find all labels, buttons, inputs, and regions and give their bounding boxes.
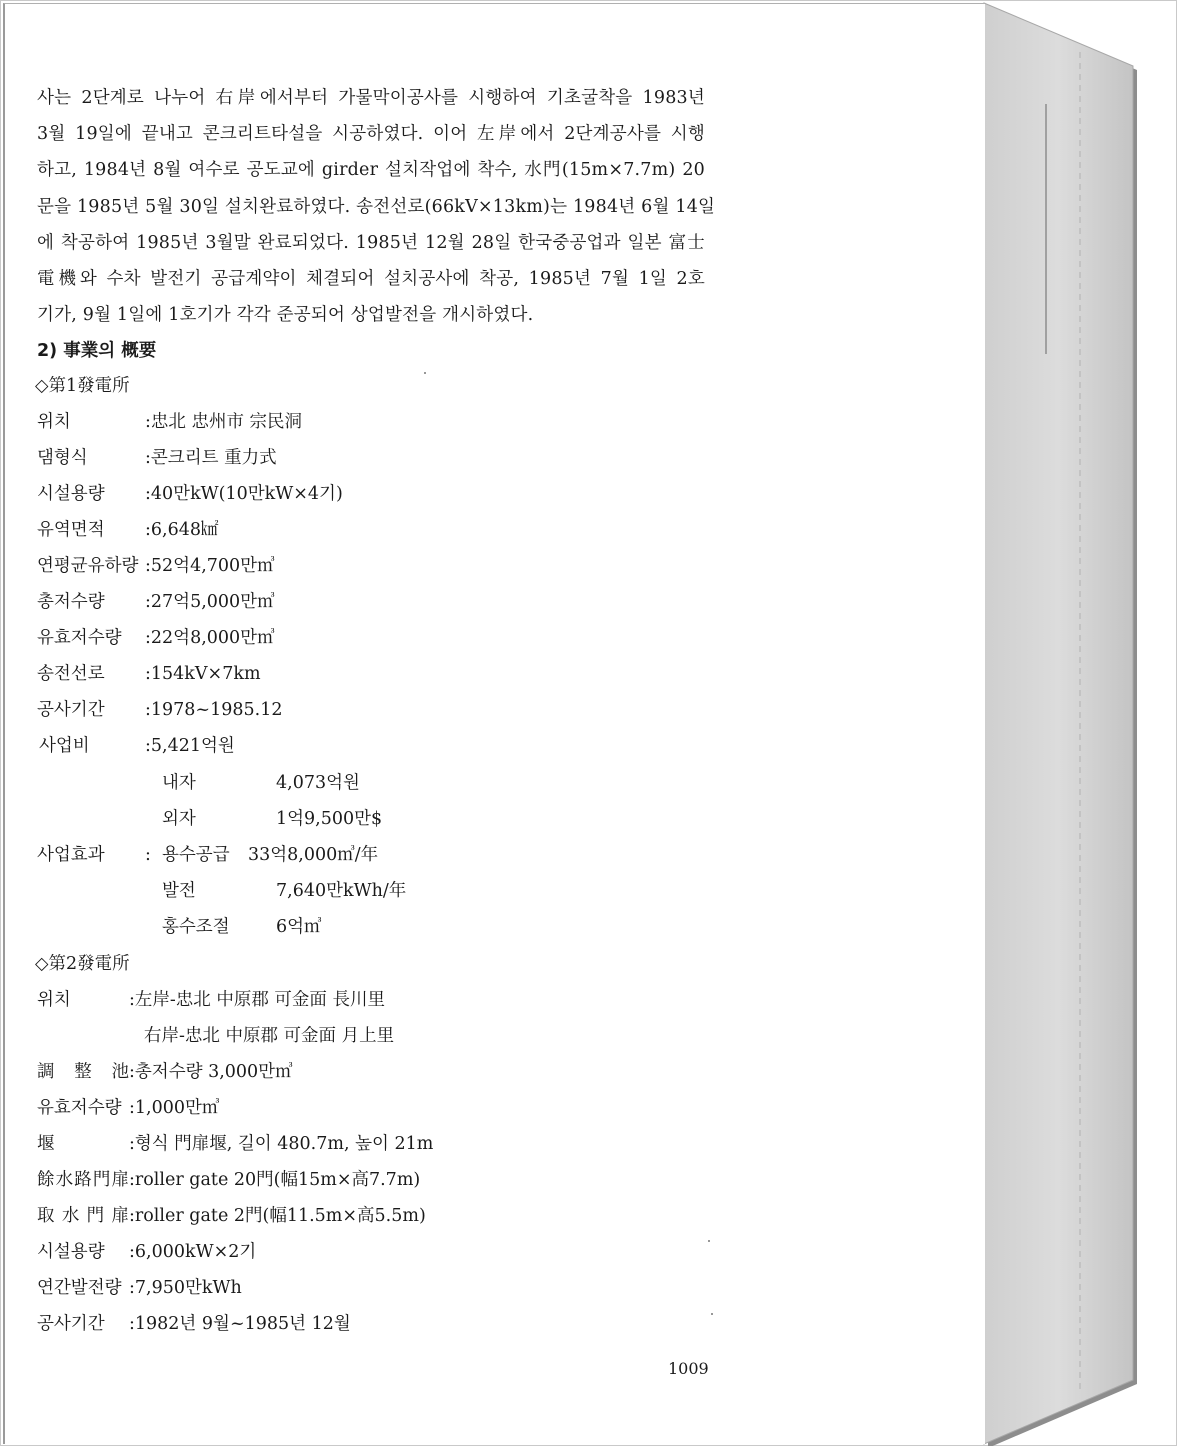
- row-value: :roller gate 20門(幅15m×高7.7m): [129, 1170, 421, 1190]
- row-value: :27억5,000만㎥: [145, 592, 275, 612]
- plant2-row: [37, 1201, 426, 1231]
- row-label: 총저수량: [37, 592, 105, 612]
- row-label: 위치: [37, 412, 71, 432]
- row-value: :6,000kW×2기: [129, 1242, 257, 1262]
- plant1-row: [37, 587, 275, 617]
- row-value: :총저수량 3,000만㎥: [129, 1062, 293, 1082]
- row-label: 연평균유하량: [37, 556, 139, 576]
- body-paragraph: [37, 80, 716, 333]
- row-value: :154kV×7km: [145, 664, 261, 684]
- cost-sub-row: [162, 768, 360, 798]
- row-value: :忠北 忠州市 宗民洞: [145, 412, 303, 432]
- plant1-row: [37, 407, 302, 437]
- row-value: :5,421억원: [145, 736, 235, 756]
- row-value: :22억8,000만㎥: [145, 628, 275, 648]
- row-value: :40만kW(10만kW×4기): [145, 484, 343, 504]
- row-label: 공사기간: [37, 1314, 105, 1334]
- row-label: 댐형식: [37, 448, 88, 468]
- sub-value: 7,640만kWh/年: [276, 881, 407, 901]
- plant2-row: [37, 1165, 420, 1195]
- scan-speck: [711, 1313, 713, 1315]
- plant1-row: [37, 695, 282, 725]
- row-value: :6,648㎢: [145, 520, 219, 540]
- sub-value: 4,073억원: [276, 773, 360, 793]
- row-label: 사업효과: [37, 845, 105, 865]
- paragraph-line: 3월 19일에 끝내고 콘크리트타설을 시공하였다. 이어 左岸에서 2단계공사를 시행: [37, 124, 705, 145]
- effect-sub-row: [162, 912, 322, 942]
- paragraph-line: 電機와 수차 발전기 공급계약이 체결되어 설치공사에 착공, 1985년 7월 1일 2호: [37, 268, 705, 289]
- plant2-row: [37, 985, 385, 1015]
- plant1-row: [37, 515, 219, 545]
- row-value: :1978~1985.12: [145, 700, 283, 720]
- row-value: :1982년 9월~1985년 12월: [129, 1314, 351, 1334]
- plant2-row: [37, 1309, 351, 1339]
- paragraph-line: 하고, 1984년 8월 여수로 공도교에 girder 설치작업에 착수, 水門(15m×7.7m) 20: [37, 160, 705, 181]
- effect-sub-row: [162, 840, 378, 870]
- plant2-location-line: 右岸-忠北 中原郡 可金面 月上里: [144, 1026, 395, 1046]
- section-heading: 2) 事業의 概要: [37, 341, 157, 361]
- row-label: 유역면적: [37, 520, 105, 540]
- row-label: 調整池: [37, 1062, 129, 1082]
- plant1-row: [37, 731, 235, 761]
- sub-value: 6억㎥: [276, 917, 322, 937]
- cost-sub-row: [162, 804, 382, 834]
- row-label: 取水門扉: [37, 1206, 129, 1226]
- plant2-row: [37, 1057, 293, 1087]
- row-value: :형식 門扉堰, 길이 480.7m, 높이 21m: [129, 1134, 434, 1154]
- plant2-row: [37, 1273, 242, 1303]
- plant1-row: 사업효과 :: [37, 840, 151, 870]
- sub-value: 33억8,000㎥/年: [248, 845, 379, 865]
- row-label: 유효저수량: [37, 1098, 122, 1118]
- row-label: 시설용량: [37, 1242, 105, 1262]
- row-value: :roller gate 2門(幅11.5m×高5.5m): [129, 1206, 426, 1226]
- plant2-title: ◇第2發電所: [35, 954, 130, 974]
- plant2-row: [37, 1129, 433, 1159]
- scan-speck: [708, 1240, 710, 1242]
- row-label: 송전선로: [37, 664, 105, 684]
- row-label: 사업비: [39, 736, 90, 756]
- plant1-row: [37, 623, 275, 653]
- row-value: :7,950만kWh: [129, 1278, 242, 1298]
- row-label: 시설용량: [37, 484, 105, 504]
- row-value: :52억4,700만㎥: [145, 556, 275, 576]
- sub-label: 홍수조절: [162, 917, 230, 937]
- sub-label: 용수공급: [162, 845, 230, 865]
- plant1-row: [37, 551, 275, 581]
- row-value: :콘크리트 重力式: [145, 448, 277, 468]
- effect-sub-row: [162, 876, 406, 906]
- row-label: 餘水路門扉: [37, 1170, 129, 1190]
- paragraph-line: 사는 2단계로 나누어 右岸에서부터 가물막이공사를 시행하여 기초굴착을 1983년: [37, 88, 705, 108]
- row-value: :1,000만㎥: [129, 1098, 220, 1118]
- sub-label: 발전: [162, 881, 196, 901]
- row-label: 연간발전량: [37, 1278, 122, 1298]
- sub-value: 1억9,500만$: [276, 809, 383, 829]
- sub-label: 외자: [162, 809, 196, 829]
- row-value: :左岸-忠北 中原郡 可金面 長川里: [129, 990, 385, 1010]
- plant1-title: ◇第1發電所: [35, 376, 130, 396]
- row-label: 공사기간: [37, 700, 105, 720]
- row-label: 유효저수량: [37, 628, 122, 648]
- paragraph-line: 문을 1985년 5월 30일 설치완료하였다. 송전선로(66kV×13km)는 1984년 6월 14일: [37, 196, 716, 217]
- plant2-row: [37, 1237, 256, 1267]
- page-number: 1009: [668, 1359, 709, 1378]
- plant1-row: [37, 659, 261, 689]
- plant1-row: [37, 479, 343, 509]
- paragraph-line: 에 착공하여 1985년 3월말 완료되었다. 1985년 12월 28일 한국중공업과 일본 富士: [37, 232, 705, 253]
- row-label: 위치: [37, 990, 71, 1010]
- paragraph-line: 기가, 9월 1일에 1호기가 각각 준공되어 상업발전을 개시하였다.: [37, 305, 534, 326]
- scan-speck: [424, 372, 426, 374]
- plant2-row: [37, 1093, 219, 1123]
- plant1-row: [37, 443, 277, 473]
- row-label: 堰: [37, 1134, 55, 1154]
- sub-label: 내자: [162, 773, 196, 793]
